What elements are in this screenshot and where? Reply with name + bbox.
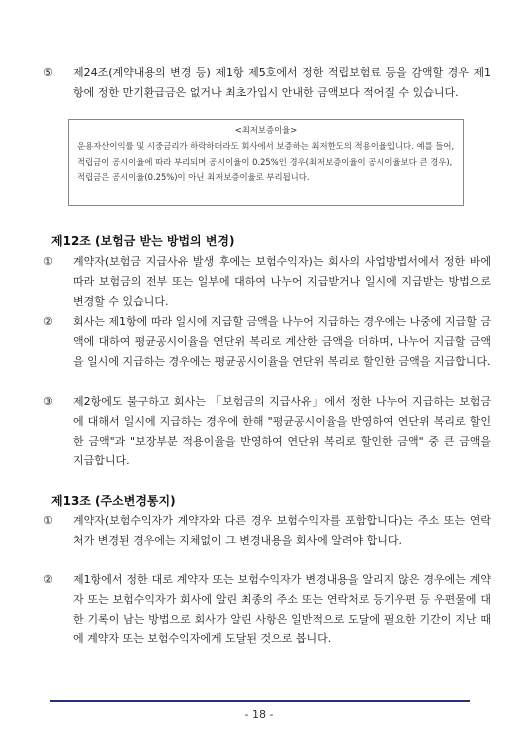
clause-text: 제2항에도 불구하고 회사는 「보험금의 지급사유」에서 정한 나누어 지급하는 보험금에 대해서 일시에 지급하는 경우에 한해 "평균공시이율을 반영하여 연단위 복리로 할인한 금액"과 "보장부분 적용이율을 반영하여 연단위 복리로 할인한 금액" 중 큰 금액을 지급합니다.: [73, 395, 491, 468]
note-box-title: <최저보증이율>: [234, 125, 298, 135]
article-13-heading: 제13조 (주소변경통지): [51, 494, 176, 508]
clause-5: [43, 63, 491, 103]
clause-marker: ②: [43, 573, 53, 586]
note-box-body: 운용자산이익률 및 시중금리가 하락하더라도 회사에서 보증하는 최저한도의 적용이율입니다. 예를 들어, 적립금이 공시이율에 따라 부리되며 공시이율이 0.25%인 경우(최저보증이율이 공시이율보다 큰 경우), 적립금은 공시이율(0.25%)이 아닌 최저보증이율로 부리됩니다.: [77, 140, 455, 183]
article-12-heading: 제12조 (보험금 받는 방법의 변경): [51, 234, 235, 248]
clause-marker: ②: [43, 315, 53, 328]
clause-marker: ①: [43, 514, 53, 527]
article-12-clause-2: [43, 312, 491, 371]
clause-text: 계약자(보험금 지급사유 발생 후에는 보험수익자)는 회사의 사업방법서에서 정한 바에 따라 보험금의 전부 또는 일부에 대하여 나누어 지급받거나 일시에 지급받는 방법으로 변경할 수 있습니다.: [73, 255, 491, 308]
clause-marker: ③: [43, 395, 53, 408]
article-12-clause-1: [43, 252, 491, 311]
clause-text: 제24조(계약내용의 변경 등) 제1항 제5호에서 정한 적립보험료 등을 감액할 경우 제1항에 정한 만기환급금은 없거나 최초가입시 안내한 금액보다 적어질 수 있습니다.: [73, 66, 491, 99]
article-13-clause-2: [43, 570, 491, 649]
clause-text: 제1항에서 정한 대로 계약자 또는 보험수익자가 변경내용을 알리지 않은 경우에는 계약자 또는 보험수익자가 회사에 알린 최종의 주소 또는 연락처로 등기우편 등 우편물에 대한 기록이 남는 방법으로 회사가 알린 사항은 일반적으로 도달에 필요한 기간이 지난 때에 계약자 또는 보험수익자에게 도달된 것으로 봅니다.: [73, 573, 491, 646]
note-box: [68, 119, 464, 206]
page-number: - 18 -: [244, 708, 274, 721]
article-12-clause-3: [43, 392, 491, 471]
clause-text: 계약자(보험수익자가 계약자와 다른 경우 보험수익자를 포함합니다)는 주소 또는 연락처가 변경된 경우에는 지체없이 그 변경내용을 회사에 알려야 합니다.: [73, 514, 491, 547]
clause-marker: ⑤: [43, 66, 53, 79]
article-13-clause-1: [43, 511, 491, 551]
clause-marker: ①: [43, 255, 53, 268]
clause-text: 회사는 제1항에 따라 일시에 지급할 금액을 나누어 지급하는 경우에는 나중에 지급할 금액에 대하여 평균공시이율을 연단위 복리로 계산한 금액을 더하며, 나누어 지급할 금액을 일시에 지급하는 경우에는 평균공시이율을 연단위 복리로 할인한 금액을 지급합니다.: [73, 315, 491, 368]
footer-divider: [50, 700, 470, 702]
